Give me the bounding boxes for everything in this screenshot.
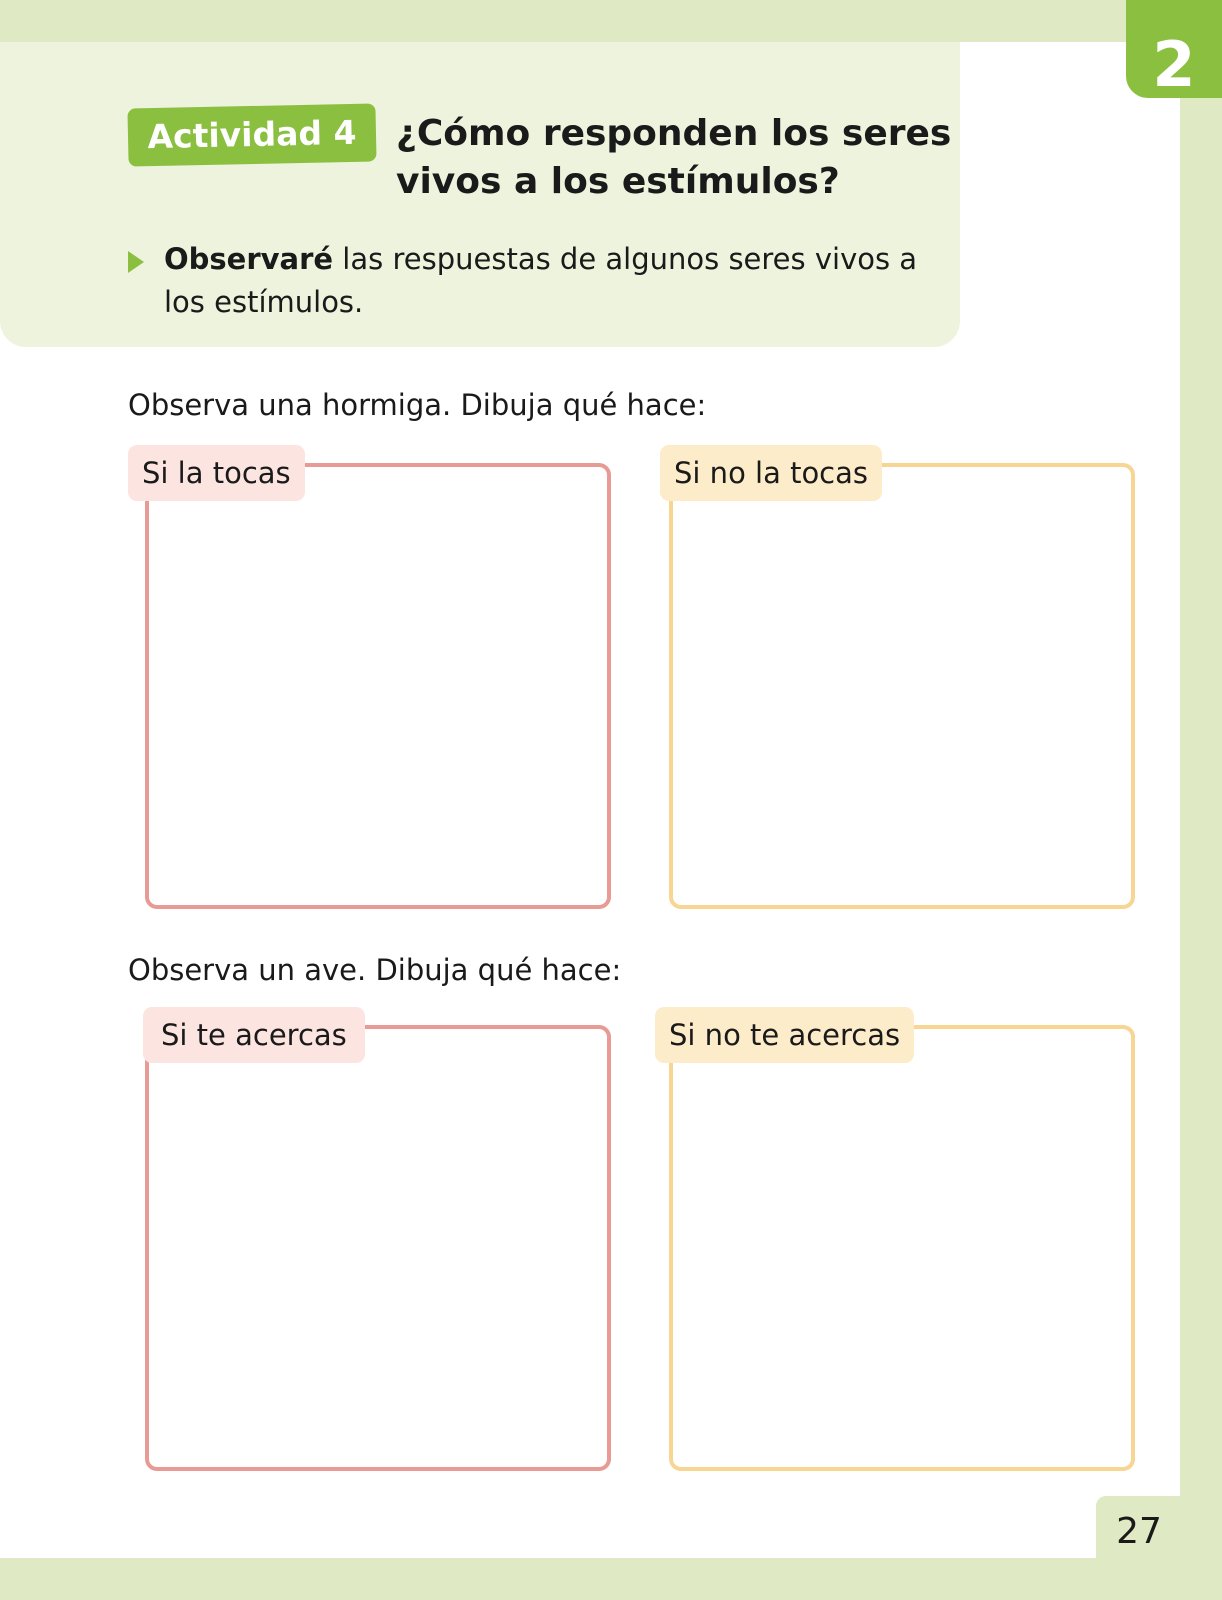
label-bird-approached: Si te acercas (143, 1007, 365, 1063)
instruction-bird: Observa un ave. Dibuja qué hace: (128, 953, 622, 987)
drawing-box-ant-not-touched[interactable] (669, 463, 1135, 909)
label-ant-touched: Si la tocas (128, 445, 305, 501)
objective-rest: las respuestas de algunos seres vivos a los estímulos. (164, 242, 918, 319)
instruction-ant: Observa una hormiga. Dibuja qué hace: (128, 388, 707, 422)
drawing-box-ant-touched[interactable] (145, 463, 611, 909)
activity-badge: Actividad 4 (127, 103, 376, 166)
drawing-box-bird-not-approached[interactable] (669, 1025, 1135, 1471)
label-ant-not-touched: Si no la tocas (660, 445, 882, 501)
label-bird-not-approached: Si no te acercas (655, 1007, 914, 1063)
objective-text (164, 238, 924, 324)
right-band (1180, 0, 1222, 1600)
activity-title: ¿Cómo responden los seres vivos a los estímulos? (396, 113, 952, 202)
drawing-box-bird-approached[interactable] (145, 1025, 611, 1471)
page-number: 27 (1096, 1496, 1182, 1560)
top-band (0, 0, 1222, 42)
arrow-right-icon (128, 251, 144, 273)
objective-verb: Observaré (164, 242, 334, 276)
bottom-band (0, 1558, 1222, 1600)
unit-number-tab: 2 (1126, 0, 1222, 98)
